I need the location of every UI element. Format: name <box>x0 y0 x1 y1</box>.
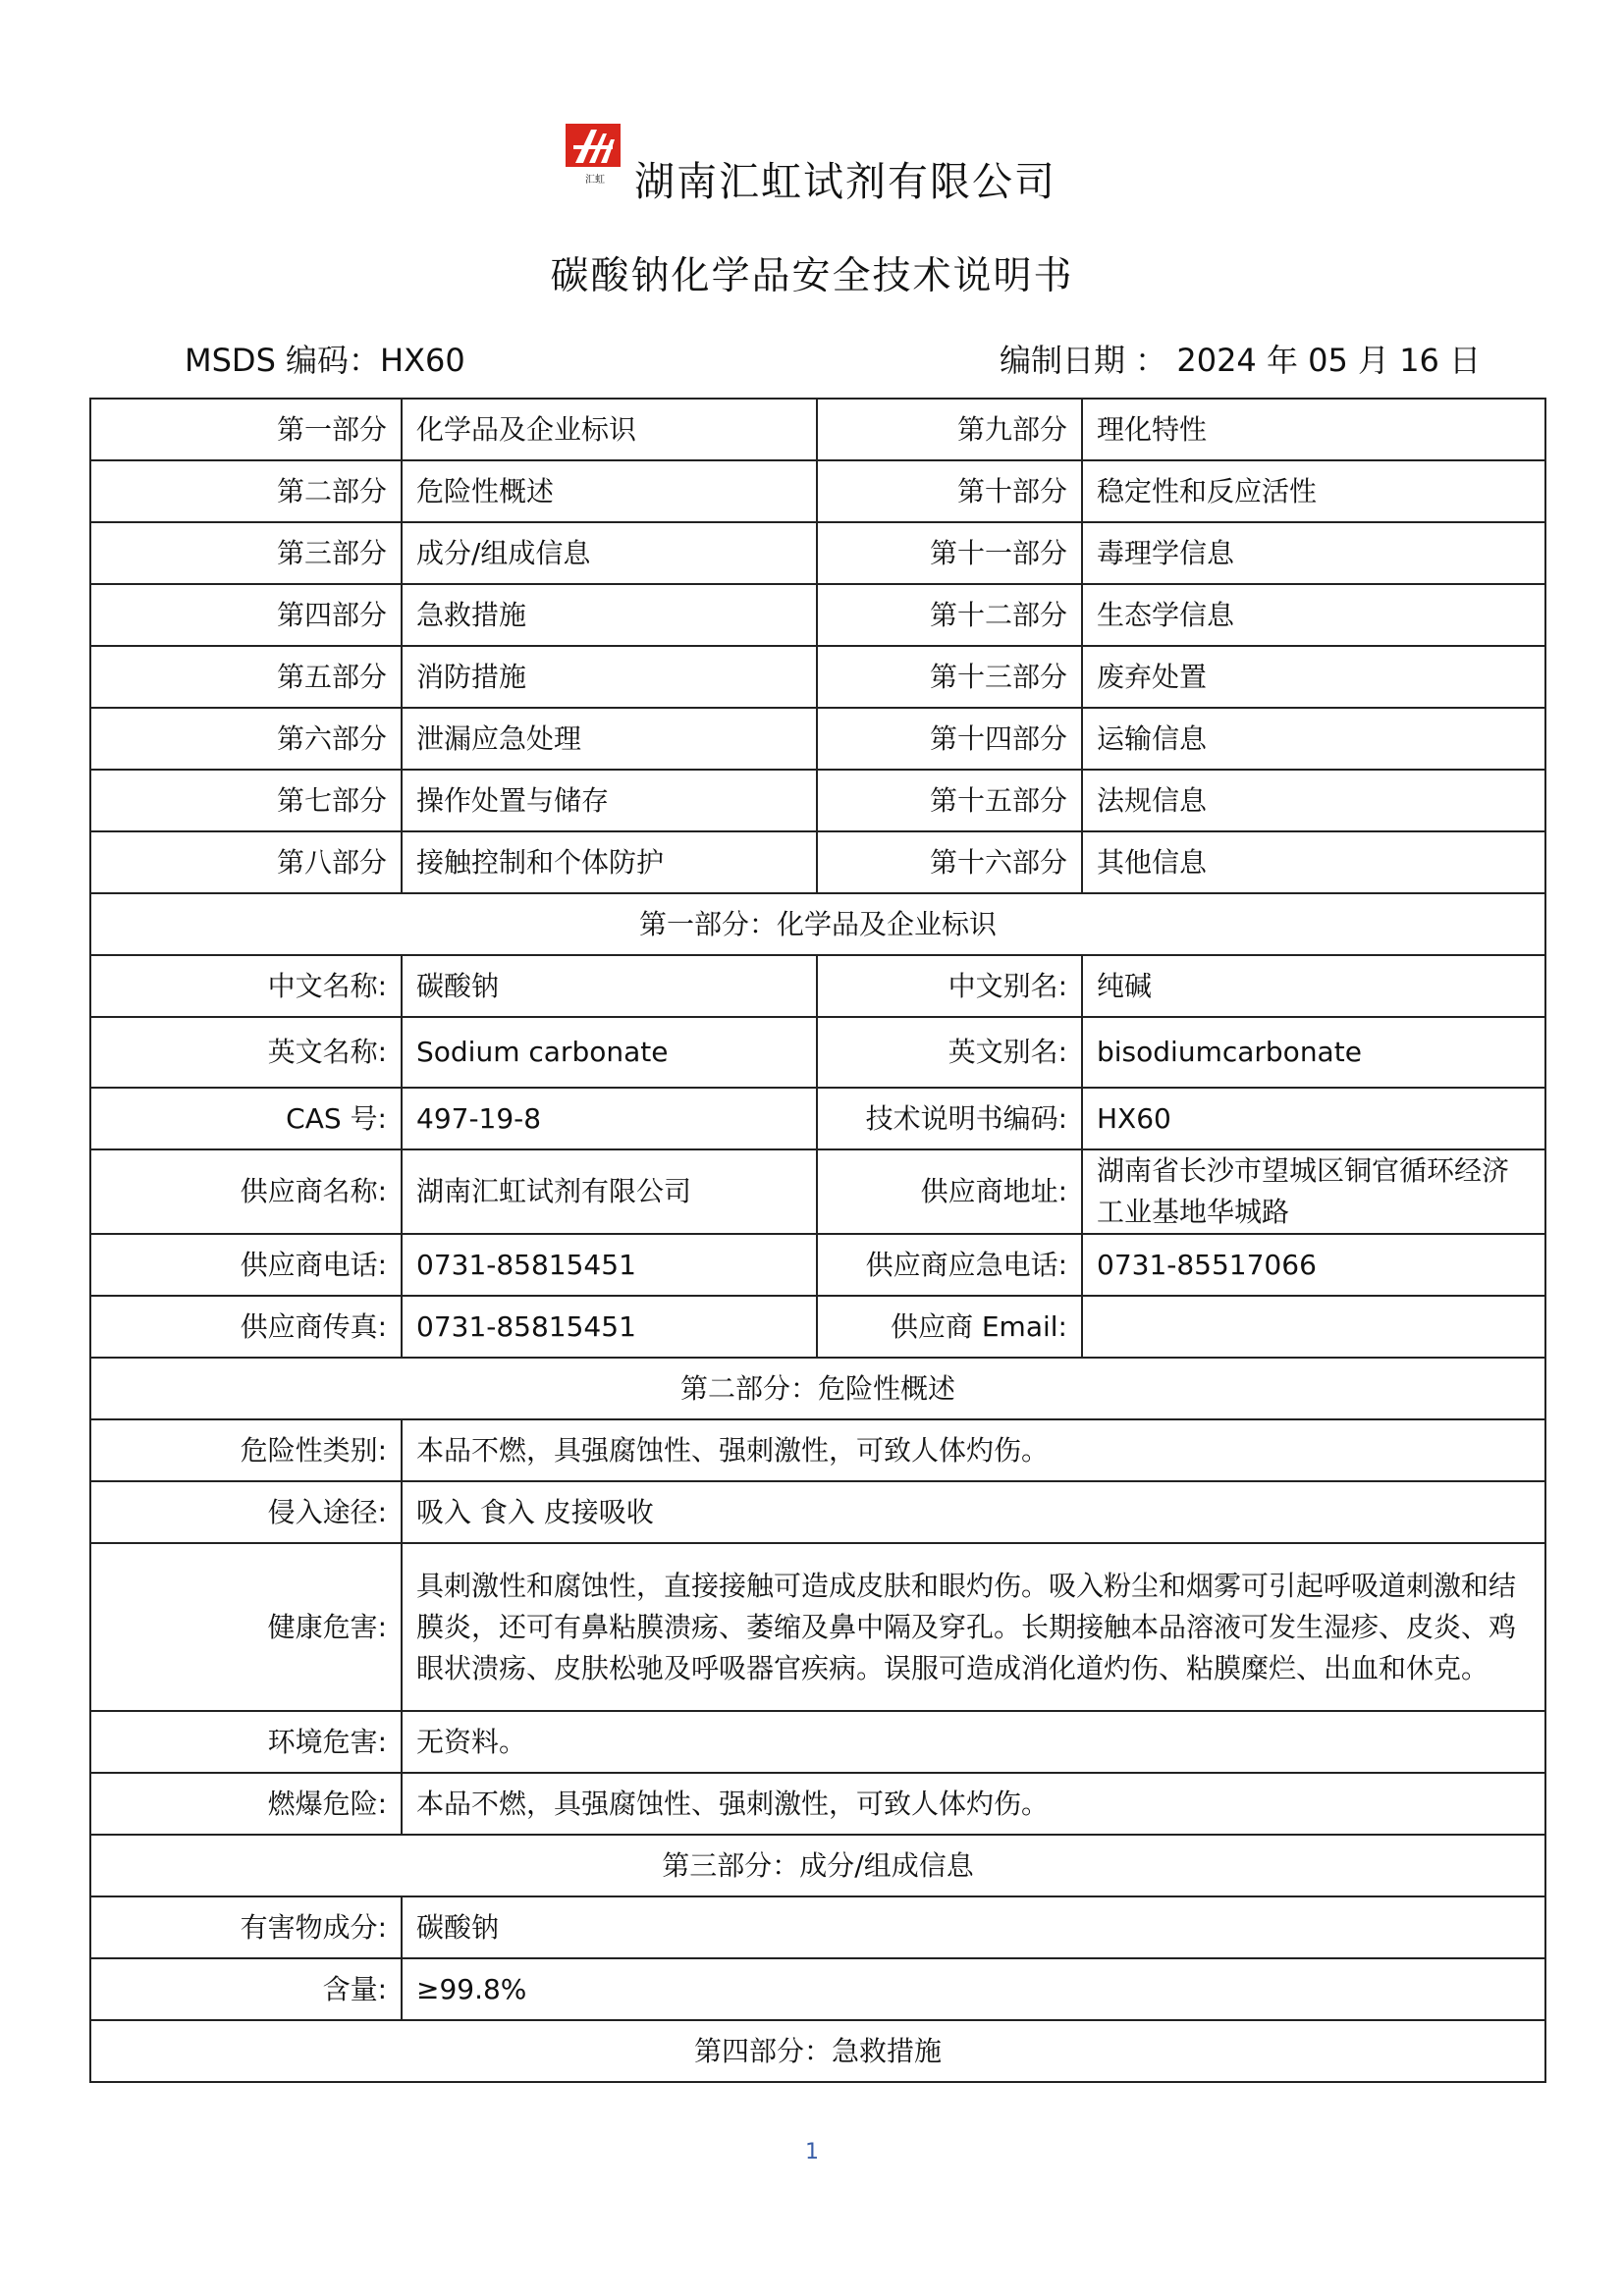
toc-name-right: 法规信息 <box>1082 770 1545 831</box>
page-number: 1 <box>805 2140 819 2164</box>
info-row <box>90 1088 1545 1149</box>
field-label: 供应商传真: <box>90 1296 402 1358</box>
field-value <box>1082 1296 1545 1358</box>
field-label: 供应商地址: <box>817 1149 1082 1234</box>
logo-text: 汇虹 <box>585 175 605 186</box>
toc-name-right: 毒理学信息 <box>1082 522 1545 584</box>
toc-name-left: 接触控制和个体防护 <box>402 831 817 893</box>
toc-row <box>90 522 1545 584</box>
toc-name-left: 危险性概述 <box>402 460 817 522</box>
info-row <box>90 1017 1545 1088</box>
field-label: 含量: <box>90 1958 402 2020</box>
toc-part-right: 第九部分 <box>817 399 1082 460</box>
field-value: 碳酸钠 <box>402 955 817 1017</box>
info-row <box>90 1773 1545 1835</box>
toc-name-left: 成分/组成信息 <box>402 522 817 584</box>
section2-title: 第二部分：危险性概述 <box>90 1358 1545 1419</box>
info-row <box>90 1958 1545 2020</box>
msds-table <box>89 398 1546 2083</box>
msds-code: MSDS 编码：HX60 <box>185 342 465 379</box>
toc-part-left: 第三部分 <box>90 522 402 584</box>
section-header-row <box>90 1358 1545 1419</box>
toc-row <box>90 399 1545 460</box>
toc-row <box>90 708 1545 770</box>
field-value: 吸入 食入 皮接吸收 <box>402 1481 1545 1543</box>
info-row <box>90 1419 1545 1481</box>
toc-name-right: 理化特性 <box>1082 399 1545 460</box>
health-hazard-text: 具刺激性和腐蚀性，直接接触可造成皮肤和眼灼伤。吸入粉尘和烟雾可引起呼吸道刺激和结膜炎，还可有鼻粘膜溃疡、萎缩及鼻中隔及穿孔。长期接触本品溶液可发生湿疹、皮炎、鸡眼状溃疡、皮肤松驰及呼吸器官疾病。误服可造成消化道灼伤、粘膜糜烂、出血和休克。 <box>402 1543 1545 1711</box>
toc-name-right: 稳定性和反应活性 <box>1082 460 1545 522</box>
toc-name-right: 生态学信息 <box>1082 584 1545 646</box>
section1-title: 第一部分：化学品及企业标识 <box>90 893 1545 955</box>
toc-part-left: 第八部分 <box>90 831 402 893</box>
field-value: Sodium carbonate <box>402 1017 817 1088</box>
field-label: 供应商名称: <box>90 1149 402 1234</box>
section3-title: 第三部分：成分/组成信息 <box>90 1835 1545 1896</box>
document-title: 碳酸钠化学品安全技术说明书 <box>550 254 1074 298</box>
toc-row <box>90 831 1545 893</box>
field-label: 危险性类别: <box>90 1419 402 1481</box>
toc-name-left: 急救措施 <box>402 584 817 646</box>
toc-part-left: 第五部分 <box>90 646 402 708</box>
field-value: 0731-85815451 <box>402 1234 817 1296</box>
field-label: 供应商应急电话: <box>817 1234 1082 1296</box>
field-value: 湖南汇虹试剂有限公司 <box>402 1149 817 1234</box>
field-value: bisodiumcarbonate <box>1082 1017 1545 1088</box>
toc-name-right: 运输信息 <box>1082 708 1545 770</box>
toc-name-left: 泄漏应急处理 <box>402 708 817 770</box>
toc-part-right: 第十三部分 <box>817 646 1082 708</box>
field-value: 纯碱 <box>1082 955 1545 1017</box>
field-value: 无资料。 <box>402 1711 1545 1773</box>
field-label: 中文别名: <box>817 955 1082 1017</box>
toc-name-left: 消防措施 <box>402 646 817 708</box>
info-row <box>90 1234 1545 1296</box>
info-row <box>90 1149 1545 1234</box>
compile-date: 编制日期 ： 2024 年 05 月 16 日 <box>1000 342 1482 379</box>
field-value: ≥99.8% <box>402 1958 1545 2020</box>
info-row <box>90 1543 1545 1711</box>
field-label: 侵入途径: <box>90 1481 402 1543</box>
toc-part-left: 第六部分 <box>90 708 402 770</box>
toc-row <box>90 460 1545 522</box>
field-value: 0731-85815451 <box>402 1296 817 1358</box>
toc-name-left: 化学品及企业标识 <box>402 399 817 460</box>
toc-row <box>90 584 1545 646</box>
company-name: 湖南汇虹试剂有限公司 <box>634 158 1056 205</box>
field-value: 本品不燃，具强腐蚀性、强刺激性，可致人体灼伤。 <box>402 1419 1545 1481</box>
section4-title: 第四部分：急救措施 <box>90 2020 1545 2082</box>
info-row <box>90 955 1545 1017</box>
toc-name-right: 废弃处置 <box>1082 646 1545 708</box>
field-label: 燃爆危险: <box>90 1773 402 1835</box>
field-label: 供应商 Email: <box>817 1296 1082 1358</box>
toc-part-right: 第十四部分 <box>817 708 1082 770</box>
field-label: 中文名称: <box>90 955 402 1017</box>
field-label: 供应商电话: <box>90 1234 402 1296</box>
toc-part-left: 第二部分 <box>90 460 402 522</box>
field-label: 健康危害: <box>90 1543 402 1711</box>
field-value: 497-19-8 <box>402 1088 817 1149</box>
toc-part-left: 第四部分 <box>90 584 402 646</box>
section-header-row <box>90 893 1545 955</box>
toc-part-left: 第一部分 <box>90 399 402 460</box>
info-row <box>90 1711 1545 1773</box>
info-row <box>90 1481 1545 1543</box>
toc-part-right: 第十五部分 <box>817 770 1082 831</box>
field-value: 0731-85517066 <box>1082 1234 1545 1296</box>
toc-name-left: 操作处置与储存 <box>402 770 817 831</box>
company-logo-icon <box>562 118 632 188</box>
toc-part-right: 第十部分 <box>817 460 1082 522</box>
supplier-address: 湖南省长沙市望城区铜官循环经济工业基地华城路 <box>1082 1149 1545 1234</box>
toc-part-right: 第十二部分 <box>817 584 1082 646</box>
section-header-row <box>90 2020 1545 2082</box>
document-header <box>0 116 1624 204</box>
field-label: 英文名称: <box>90 1017 402 1088</box>
field-label: CAS 号: <box>90 1088 402 1149</box>
toc-part-left: 第七部分 <box>90 770 402 831</box>
field-value: 碳酸钠 <box>402 1896 1545 1958</box>
toc-row <box>90 646 1545 708</box>
field-label: 英文别名: <box>817 1017 1082 1088</box>
toc-part-right: 第十六部分 <box>817 831 1082 893</box>
field-label: 有害物成分: <box>90 1896 402 1958</box>
section-header-row <box>90 1835 1545 1896</box>
info-row <box>90 1896 1545 1958</box>
field-value: HX60 <box>1082 1088 1545 1149</box>
field-label: 技术说明书编码: <box>817 1088 1082 1149</box>
toc-row <box>90 770 1545 831</box>
info-row <box>90 1296 1545 1358</box>
toc-name-right: 其他信息 <box>1082 831 1545 893</box>
toc-part-right: 第十一部分 <box>817 522 1082 584</box>
field-value: 本品不燃，具强腐蚀性、强刺激性，可致人体灼伤。 <box>402 1773 1545 1835</box>
field-label: 环境危害: <box>90 1711 402 1773</box>
